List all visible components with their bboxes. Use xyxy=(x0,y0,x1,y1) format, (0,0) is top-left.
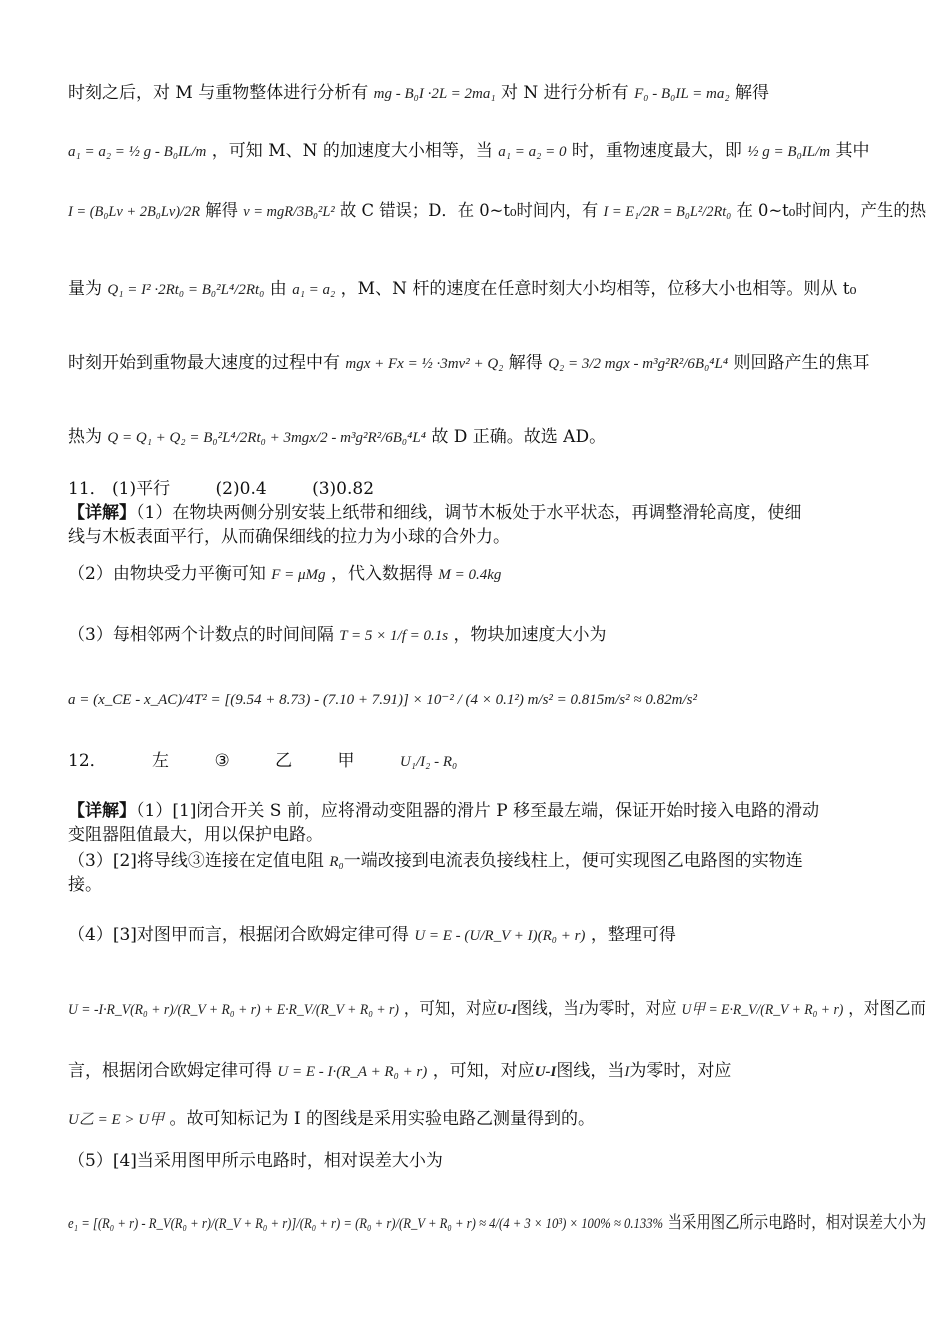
formula: a₁ = a₂ xyxy=(292,282,336,298)
formula: I = E₁/2R = B₀L²/2Rt₀ xyxy=(603,204,732,220)
formula: a₁ = a₂ = 0 xyxy=(498,144,567,160)
q11-detail-1a: 【详解】（1）在物块两侧分别安装上纸带和细线，调节木板处于水平状态，再调整滑轮高度，使细 xyxy=(68,503,802,523)
formula: mgx + Fx = ½ ·3mv² + Q₂ xyxy=(345,356,504,372)
q12-detail-3b: 接。 xyxy=(68,875,102,895)
formula: U₁/I₂ - R₀ xyxy=(399,754,458,770)
q12-detail-1a: 【详解】（1）[1]闭合开关 S 前，应将滑动变阻器的滑片 P 移至最左端，保证开始时接入电路的滑动 xyxy=(68,801,820,821)
formula: mg - B₀I ·2L = 2ma₁ xyxy=(373,86,496,102)
q10-line-4: 量为 Q₁ = I² ·2Rt₀ = B₀²L⁴/2Rt₀ 由 a₁ = a₂ ，M、N 杆的速度在任意时刻大小均相等，位移大小也相等。则从 t₀ xyxy=(68,279,857,299)
q11-detail-2: （2）由物块受力平衡可知 F = μMg ，代入数据得 M = 0.4kg xyxy=(68,564,502,584)
formula: Q = Q₁ + Q₂ = B₀²L⁴/2Rt₀ + 3mgx/2 - m³g²R²/6B₀⁴L⁴ xyxy=(107,430,426,446)
q11-detail-1b: 线与木板表面平行，从而确保细线的拉力为小球的合外力。 xyxy=(68,527,510,547)
formula: U = E - (U/R_V + I)(R₀ + r) xyxy=(414,928,586,944)
q12-detail-4: （4）[3]对图甲而言，根据闭合欧姆定律可得 U = E - (U/R_V + I)(R₀ + r) ，整理可得 xyxy=(68,925,676,945)
formula: e₁ = [(R₀ + r) - R_V(R₀ + r)/(R_V + R₀ + r)]/(R₀ + r) = (R₀ + r)/(R_V + R₀ + r) ≈ 4/(4 + 3 × 10³) × 100% ≈ 0.133% xyxy=(68,1216,664,1232)
q11-answers: 11． (1)平行 (2)0.4 (3)0.82 xyxy=(68,479,375,499)
detail-tag: 【详解】 xyxy=(68,801,136,821)
q11-detail-4 xyxy=(68,688,697,711)
q12-detail-1b: 变阻器阻值最大，用以保护电路。 xyxy=(68,825,323,845)
q10-line-3: I = (B₀Lv + 2B₀Lv)/2R 解得 v = mgR/3B₀²L² 故 C 错误；D．在 0~t₀时间内，有 I = E₁/2R = B₀L²/2Rt₀ 在 0~t₀时间内，产生的热 xyxy=(68,201,927,221)
formula: U甲 = E·R_V/(R_V + R₀ + r) xyxy=(681,1002,844,1018)
formula: a = (x_CE - x_AC)/4T² = [(9.54 + 8.73) - (7.10 + 7.91)] × 10⁻² / (4 × 0.1²) m/s² = 0.815m/s² ≈ 0.82m/s² xyxy=(68,692,697,708)
q10-line-5: 时刻开始到重物最大速度的过程中有 mgx + Fx = ½ ·3mv² + Q₂ 解得 Q₂ = 3/2 mgx - m³g²R²/6B₀⁴L⁴ 则回路产生的焦耳 xyxy=(68,353,870,373)
q10-line-1: 时刻之后，对 M 与重物整体进行分析有 mg - B₀I ·2L = 2ma₁ 对 N 进行分析有 F₀ - B₀IL = ma₂ 解得 xyxy=(68,83,769,103)
formula: ½ g = B₀IL/m xyxy=(747,144,831,160)
formula: a₁ = a₂ = ½ g - B₀IL/m xyxy=(68,144,207,160)
formula: M = 0.4kg xyxy=(438,567,502,583)
q12-detail-6: 言，根据闭合欧姆定律可得 U = E - I·(R_A + R₀ + r) ，可知，对应U-I图线，当I为零时，对应 xyxy=(68,1061,732,1081)
q12-detail-3a: （3）[2]将导线③连接在定值电阻 R₀一端改接到电流表负接线柱上，便可实现图乙电路图的实物连 xyxy=(68,851,803,871)
q10-line-6: 热为 Q = Q₁ + Q₂ = B₀²L⁴/2Rt₀ + 3mgx/2 - m³g²R²/6B₀⁴L⁴ 故 D 正确。故选 AD。 xyxy=(68,427,607,447)
q12-detail-7: U乙 = E > U甲 。故可知标记为 I 的图线是采用实验电路乙测量得到的。 xyxy=(68,1109,596,1129)
formula: U = E - I·(R_A + R₀ + r) xyxy=(277,1064,428,1080)
formula: I = (B₀Lv + 2B₀Lv)/2R xyxy=(68,204,201,220)
detail-tag: 【详解】 xyxy=(68,503,136,523)
q12-detail-8: （5）[4]当采用图甲所示电路时，相对误差大小为 xyxy=(68,1151,443,1171)
formula: F₀ - B₀IL = ma₂ xyxy=(634,86,730,102)
formula: U = -I·R_V(R₀ + r)/(R_V + R₀ + r) + E·R_V/(R_V + R₀ + r) xyxy=(68,1002,399,1018)
q10-line-2: a₁ = a₂ = ½ g - B₀IL/m ，可知 M、N 的加速度大小相等，当 a₁ = a₂ = 0 时，重物速度最大，即 ½ g = B₀IL/m 其中 xyxy=(68,141,870,161)
formula: Q₂ = 3/2 mgx - m³g²R²/6B₀⁴L⁴ xyxy=(548,356,729,372)
formula: v = mgR/3B₀²L² xyxy=(243,204,335,220)
q12-detail-5: U = -I·R_V(R₀ + r)/(R_V + R₀ + r) + E·R_V/(R_V + R₀ + r) ，可知，对应U-I图线，当I为零时，对应 U甲 = E·R_V/(R_V + R₀ + r) ，对图乙而 xyxy=(68,999,926,1019)
formula: T = 5 × 1/f = 0.1s xyxy=(339,628,449,644)
formula: U乙 = E > U甲 xyxy=(68,1112,165,1128)
q12-detail-9: e₁ = [(R₀ + r) - R_V(R₀ + r)/(R_V + R₀ + r)]/(R₀ + r) = (R₀ + r)/(R_V + R₀ + r) ≈ 4/(4 + 3 × 10³) × 100% ≈ 0.133% 当采用图乙所示电路时，相对误差大小为 xyxy=(68,1213,927,1233)
q12-answers: 12． 左 ③ 乙 甲 U₁/I₂ - R₀ xyxy=(68,751,458,771)
q11-detail-3: （3）每相邻两个计数点的时间间隔 T = 5 × 1/f = 0.1s ，物块加速度大小为 xyxy=(68,625,607,645)
formula: F = μMg xyxy=(271,567,326,583)
formula: Q₁ = I² ·2Rt₀ = B₀²L⁴/2Rt₀ xyxy=(107,282,265,298)
